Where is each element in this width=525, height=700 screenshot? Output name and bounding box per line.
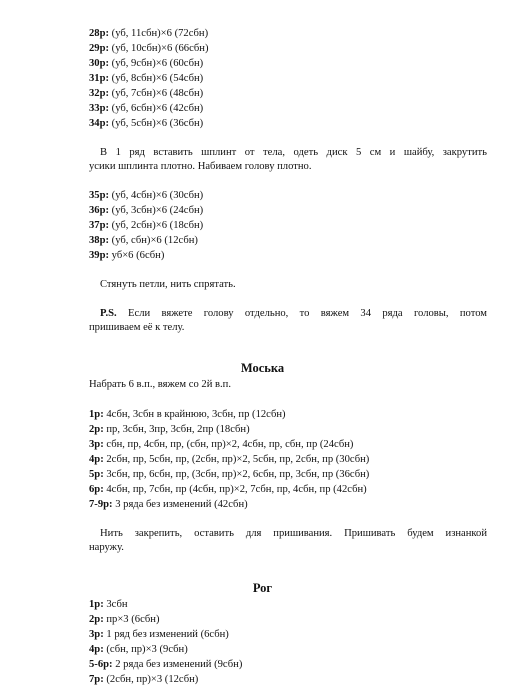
- row-text: 2 ряда без изменений (9сбн): [112, 659, 243, 670]
- row-text: (уб, 2сбн)×6 (18сбн): [109, 220, 204, 231]
- section-title-moska: Моська: [240, 361, 285, 375]
- row-label: 33р:: [89, 103, 110, 114]
- row-label: 34р:: [89, 118, 110, 129]
- ps-line-2: пришиваем её к телу.: [89, 322, 185, 333]
- row-29: [89, 42, 209, 55]
- moska-row-6: [89, 483, 367, 496]
- moska-row-1: [89, 408, 286, 421]
- row-label: 29р:: [89, 43, 110, 54]
- row-label: 6р:: [89, 484, 104, 495]
- horn-row-7: [89, 673, 198, 686]
- row-text: (уб, 7сбн)×6 (48сбн): [109, 88, 204, 99]
- moska-row-4: [89, 453, 369, 466]
- moska-row-3: [89, 438, 353, 451]
- row-31: [89, 72, 203, 85]
- ps-paragraph: [89, 307, 487, 335]
- moska-row-7-9: [89, 498, 248, 511]
- row-text: (уб, 8сбн)×6 (54сбн): [109, 73, 204, 84]
- row-33: [89, 102, 203, 115]
- row-label: 1р:: [89, 599, 104, 610]
- row-text: (уб, 5сбн)×6 (36сбн): [109, 118, 204, 129]
- row-label: 1р:: [89, 409, 104, 420]
- row-label: 37р:: [89, 220, 110, 231]
- row-34: [89, 117, 203, 130]
- horn-row-1: [89, 598, 128, 611]
- row-label: 7-9р:: [89, 499, 113, 510]
- row-text: уб×6 (6сбн): [109, 250, 165, 261]
- row-label: 7р:: [89, 674, 104, 685]
- row-label: 4р:: [89, 454, 104, 465]
- row-text: (уб, 6сбн)×6 (42сбн): [109, 103, 204, 114]
- row-label: 3р:: [89, 629, 104, 640]
- tighten-note: Стянуть петли, нить спрятать.: [100, 279, 236, 290]
- moska-note-line-1: Нить закрепить, оставить для пришивания. Пришивать будем изнанкой: [100, 528, 487, 539]
- row-text: пр×3 (6сбн): [103, 614, 160, 625]
- row-text: 3сбн, пр, 6сбн, пр, (3сбн, пр)×2, 6сбн, пр, 3сбн, пр (36сбн): [103, 469, 370, 480]
- horn-row-5-6: [89, 658, 242, 671]
- row-text: (уб, 4сбн)×6 (30сбн): [109, 190, 204, 201]
- body-note-line-1: В 1 ряд вставить шплинт от тела, одеть диск 5 см и шайбу, закрутить: [100, 147, 487, 158]
- row-36: [89, 204, 203, 217]
- row-label: 3р:: [89, 439, 104, 450]
- row-text: (уб, сбн)×6 (12сбн): [109, 235, 198, 246]
- row-text: 4сбн, пр, 7сбн, пр (4сбн, пр)×2, 7сбн, пр, 4сбн, пр (42сбн): [103, 484, 367, 495]
- row-label: 36р:: [89, 205, 110, 216]
- row-label: 4р:: [89, 644, 104, 655]
- row-text: 2сбн, пр, 5сбн, пр, (2сбн, пр)×2, 5сбн, пр, 2сбн, пр (30сбн): [103, 454, 370, 465]
- row-label: 5р:: [89, 469, 104, 480]
- row-text: 4сбн, 3сбн в крайнюю, 3сбн, пр (12сбн): [103, 409, 286, 420]
- row-text: (уб, 3сбн)×6 (24сбн): [109, 205, 204, 216]
- row-label: 35р:: [89, 190, 110, 201]
- row-label: 39р:: [89, 250, 110, 261]
- row-text: 1 ряд без изменений (6сбн): [103, 629, 229, 640]
- row-label: 2р:: [89, 614, 104, 625]
- section-title-horn: Рог: [252, 581, 273, 595]
- row-label: 28р:: [89, 28, 110, 39]
- ps-line-1: [89, 307, 487, 321]
- row-text: пр, 3сбн, 3пр, 3сбн, 2пр (18сбн): [103, 424, 250, 435]
- body-note-line-2: усики шплинта плотно. Набиваем голову плотно.: [89, 161, 312, 172]
- horn-row-2: [89, 613, 160, 626]
- row-text: (уб, 11сбн)×6 (72сбн): [109, 28, 209, 39]
- horn-row-3: [89, 628, 229, 641]
- row-35: [89, 189, 203, 202]
- row-text: сбн, пр, 4сбн, пр, (сбн, пр)×2, 4сбн, пр, сбн, пр (24сбн): [103, 439, 354, 450]
- row-37: [89, 219, 203, 232]
- moska-note-paragraph: [89, 527, 487, 555]
- row-38: [89, 234, 198, 247]
- row-text: (уб, 10сбн)×6 (66сбн): [109, 43, 209, 54]
- moska-note-line-2: наружу.: [89, 542, 124, 553]
- row-text: 3сбн: [103, 599, 128, 610]
- row-label: 32р:: [89, 88, 110, 99]
- moska-row-5: [89, 468, 369, 481]
- row-label: 30р:: [89, 58, 110, 69]
- row-label: 5-6р:: [89, 659, 113, 670]
- row-label: 38р:: [89, 235, 110, 246]
- row-32: [89, 87, 203, 100]
- horn-row-4: [89, 643, 188, 656]
- row-label: 31р:: [89, 73, 110, 84]
- row-label: 2р:: [89, 424, 104, 435]
- row-39: [89, 249, 164, 262]
- ps-text: Если вяжете голову отдельно, то вяжем 34 ряда головы, потом: [116, 308, 487, 319]
- row-text: 3 ряда без изменений (42сбн): [112, 499, 248, 510]
- row-text: (уб, 9сбн)×6 (60сбн): [109, 58, 204, 69]
- moska-row-2: [89, 423, 250, 436]
- row-30: [89, 57, 203, 70]
- moska-intro: Набрать 6 в.п., вяжем со 2й в.п.: [89, 379, 231, 390]
- row-text: (сбн, пр)×3 (9сбн): [103, 644, 188, 655]
- body-note-paragraph: [89, 146, 487, 174]
- row-28: [89, 27, 208, 40]
- row-text: (2сбн, пр)×3 (12сбн): [103, 674, 199, 685]
- ps-label: P.S.: [100, 308, 117, 319]
